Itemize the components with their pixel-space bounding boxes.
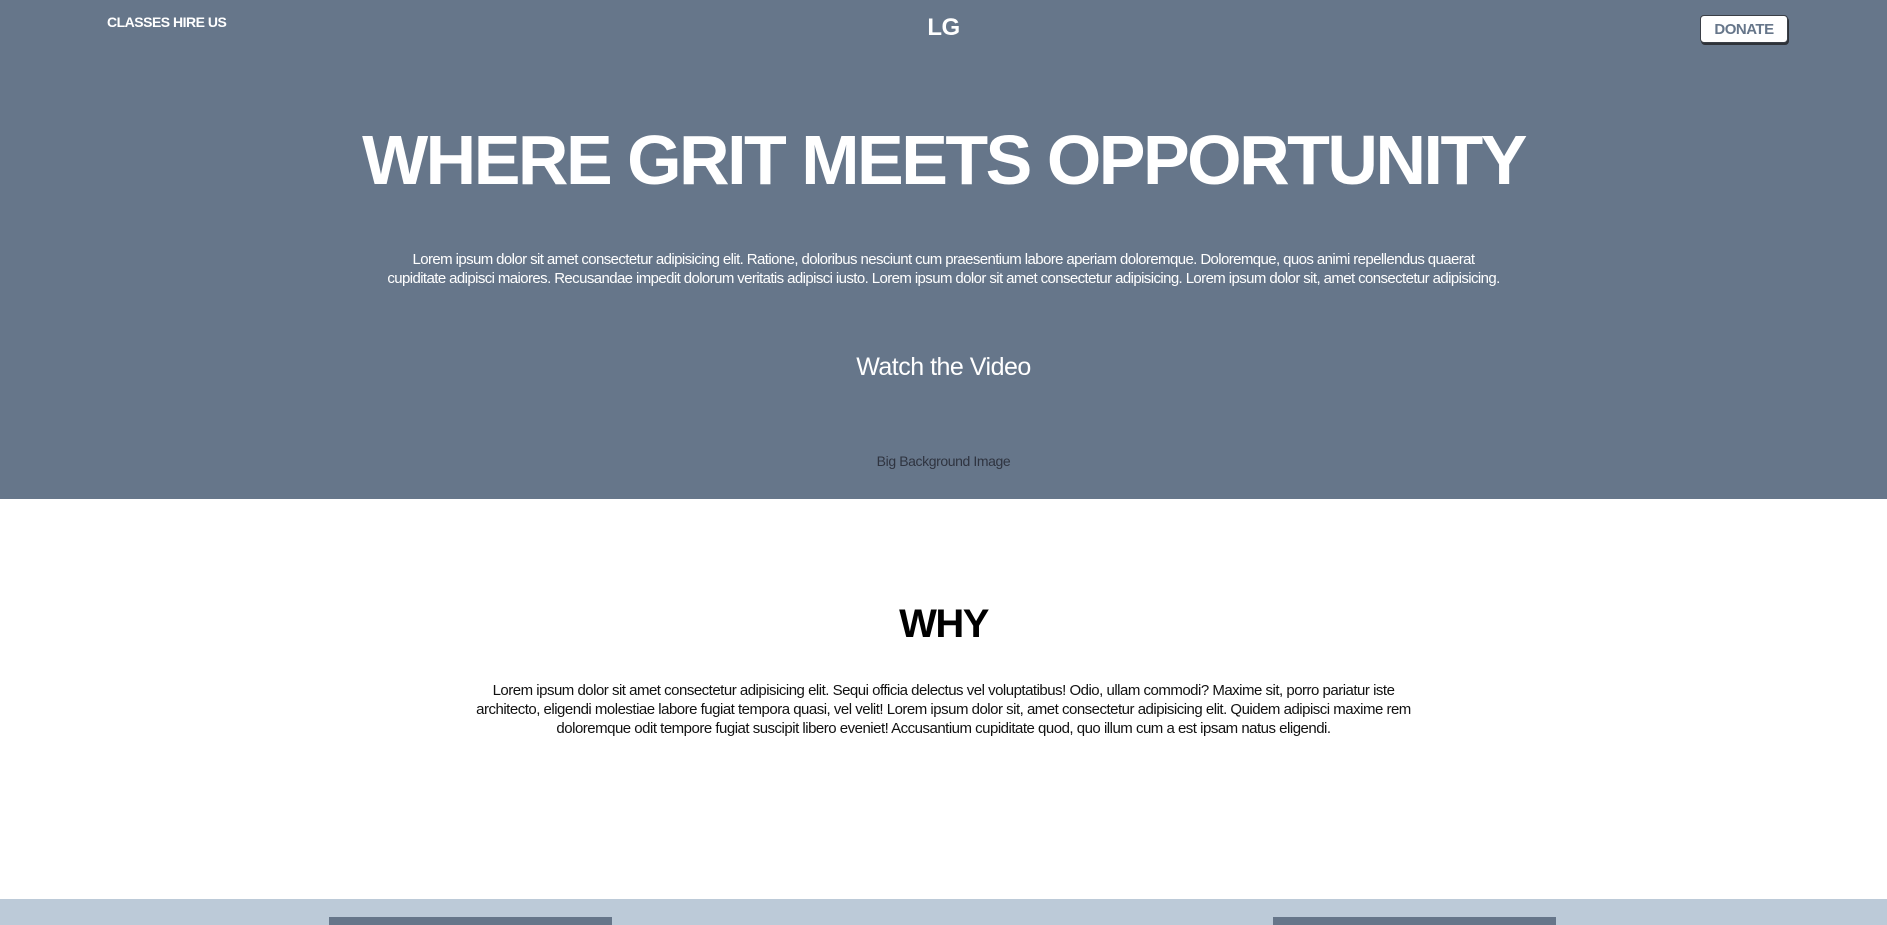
hero-title: WHERE GRIT MEETS OPPORTUNITY — [362, 121, 1525, 199]
hero-description: Lorem ipsum dolor sit amet consectetur adipisicing elit. Ratione, doloribus nesciunt cum praesentium labore aperiam doloremque. Doloremque, quos animi repellendus quaerat cupiditate adipisci maiores. Recusandae impedit dolorum veritatis adipisci iusto. Lorem ipsum dolor sit amet consectetur adipisicing. Lorem ipsum dolor sit, amet consectetur adipisicing. — [387, 251, 1500, 287]
cards-section — [0, 899, 1887, 925]
donate-button[interactable]: DONATE — [1700, 15, 1788, 43]
why-title: WHY — [899, 602, 988, 646]
watch-video-link[interactable]: Watch the Video — [856, 353, 1031, 381]
card-right — [1273, 917, 1556, 925]
nav-links[interactable]: CLASSES HIRE US — [107, 14, 227, 30]
card-left — [329, 917, 612, 925]
site-logo[interactable]: LG — [927, 14, 960, 41]
background-image-label: Big Background Image — [876, 453, 1011, 469]
why-description: Lorem ipsum dolor sit amet consectetur adipisicing elit. Sequi officia delectus vel voluptatibus! Odio, ullam commodi? Maxime sit, porro pariatur iste architecto, eligendi molestiae labore fugiat tempora quasi, vel velit! Lorem ipsum dolor sit, amet consectetur adipisicing elit. Quidem adipisci maxime rem doloremque odit tempore fugiat suscipit libero eveniet! Accusantium cupiditate quod, quo illum cum a est ipsam natus eligendi. — [476, 682, 1411, 737]
